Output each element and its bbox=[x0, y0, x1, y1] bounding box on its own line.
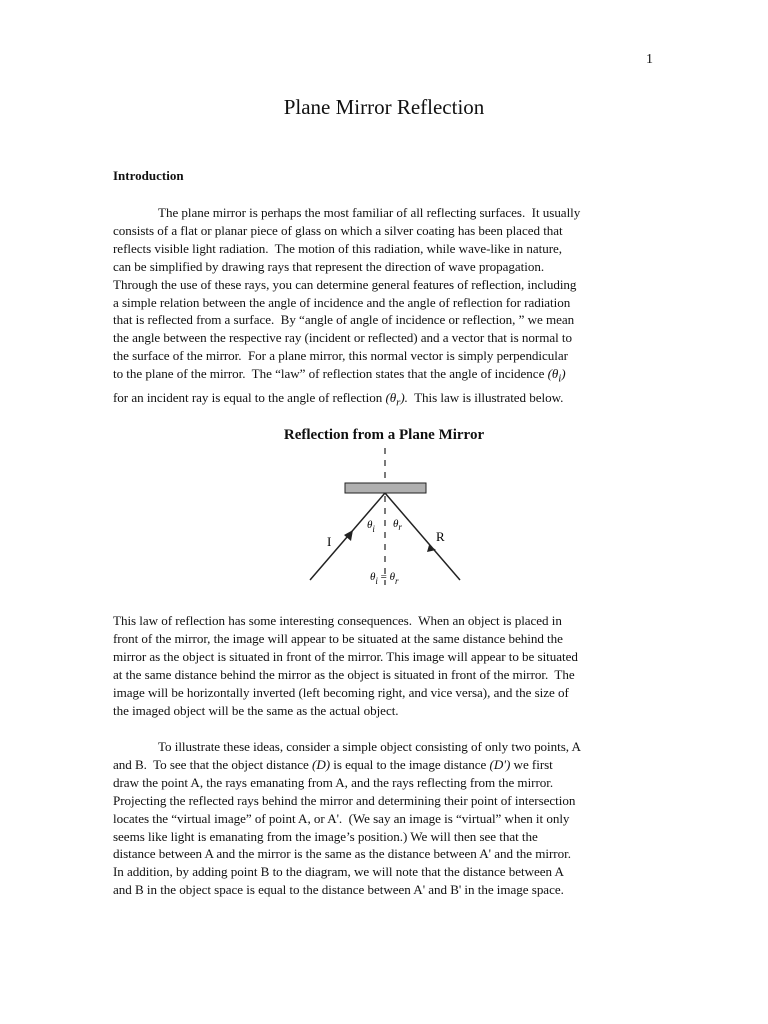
subscript-r: r bbox=[395, 576, 399, 586]
text-line: a simple relation between the angle of incidence and the angle of reflection for radiation bbox=[113, 294, 571, 310]
intro-paragraph bbox=[113, 204, 653, 412]
text-line: that is reflected from a surface. By “angle of angle of incidence or reflection, ” we mean bbox=[113, 312, 575, 328]
text-line: the surface of the mirror. For a plane mirror, this normal vector is simply perpendicular bbox=[113, 348, 568, 364]
text-line bbox=[113, 365, 653, 389]
text-segment: we first bbox=[510, 756, 553, 772]
text-line: The plane mirror is perhaps the most familiar of all reflecting surfaces. It usually bbox=[158, 205, 581, 220]
subscript-r: r bbox=[396, 396, 401, 409]
page-number: 1 bbox=[646, 52, 653, 67]
text-line: distance between A and the mirror is the same as the distance between A' and the mirror. bbox=[113, 846, 571, 862]
text-line: the imaged object will be the same as the actual object. bbox=[113, 702, 399, 718]
subscript-r: r bbox=[398, 522, 402, 532]
text-line: reflects visible light radiation. The motion of this radiation, while wave-like in nature, bbox=[113, 240, 563, 256]
equals-sign: = bbox=[377, 571, 390, 583]
text-line: seems like light is emanating from the image’s position.) We will then see that the bbox=[113, 828, 538, 844]
text-line: can be simplified by drawing rays that represent the direction of wave propagation. bbox=[113, 258, 545, 274]
diagram-title: Reflection from a Plane Mirror bbox=[283, 427, 485, 443]
theta-incidence-symbol: (θ bbox=[547, 366, 559, 382]
text-segment: is equal to the image distance bbox=[330, 756, 490, 772]
text-line bbox=[113, 756, 653, 774]
theta-symbol: θ bbox=[393, 518, 399, 530]
text-line: the angle between the respective ray (incident or reflected) and a vector that is normal to bbox=[113, 330, 572, 346]
reflection-diagram bbox=[300, 445, 470, 590]
object-distance-symbol: (D) bbox=[312, 756, 331, 772]
paren-close: ). bbox=[400, 389, 408, 405]
theta-symbol: θ bbox=[370, 571, 376, 583]
text-segment: to the plane of the mirror. The “law” of reflection states that the angle of incidence bbox=[113, 366, 548, 382]
text-line: In addition, by adding point B to the diagram, we will note that the distance between A bbox=[113, 864, 564, 880]
text-line: front of the mirror, the image will appear to be situated at the same distance behind the bbox=[113, 630, 563, 646]
theta-symbol: θ bbox=[367, 519, 373, 531]
image-distance-symbol: (D') bbox=[489, 756, 511, 772]
reflected-ray bbox=[385, 493, 460, 580]
subscript-i: i bbox=[372, 524, 375, 534]
reflected-label: R bbox=[436, 529, 445, 544]
text-line: and B in the object space is equal to the distance between A' and B' in the image space. bbox=[113, 882, 564, 898]
theta-r-label bbox=[393, 518, 402, 532]
consequences-paragraph bbox=[113, 612, 653, 719]
subscript-i: i bbox=[375, 576, 378, 586]
text-segment: This law is illustrated below. bbox=[407, 389, 564, 405]
theta-reflection-symbol: (θ bbox=[385, 389, 397, 405]
text-line: at the same distance behind the mirror as the object is situated in front of the mirror. The bbox=[113, 666, 575, 682]
text-line: draw the point A, the rays emanating from A, and the rays reflecting from the mirror. bbox=[113, 774, 554, 790]
illustration-paragraph bbox=[113, 738, 653, 899]
incident-label: I bbox=[327, 534, 332, 549]
text-line: To illustrate these ideas, consider a simple object consisting of only two points, A bbox=[158, 739, 581, 754]
text-line: consists of a flat or planar piece of glass on which a silver coating has been placed that bbox=[113, 222, 563, 238]
text-line: locates the “virtual image” of point A, or A'. (We say an image is “virtual” when it only bbox=[113, 810, 570, 826]
subscript-i: i bbox=[558, 372, 562, 385]
text-line: mirror as the object is situated in front of the mirror. This image will appear to be situated bbox=[113, 648, 578, 664]
text-segment: for an incident ray is equal to the angle of reflection bbox=[113, 389, 386, 405]
text-line bbox=[113, 389, 653, 413]
text-line: Through the use of these rays, you can determine general features of reflection, including bbox=[113, 276, 577, 292]
text-line: This law of reflection has some interesting consequences. When an object is placed in bbox=[113, 613, 562, 628]
section-heading: Introduction bbox=[113, 168, 184, 183]
text-line: Projecting the reflected rays behind the mirror and determining their point of intersection bbox=[113, 792, 576, 808]
theta-i-label bbox=[367, 519, 375, 534]
theta-symbol: θ bbox=[389, 571, 396, 583]
text-line: image will be horizontally inverted (left becoming right, and vice versa), and the size of bbox=[113, 684, 569, 700]
mirror bbox=[345, 483, 426, 493]
text-segment: and B. To see that the object distance bbox=[113, 756, 313, 772]
paren-close: ) bbox=[561, 366, 566, 382]
page-title: Plane Mirror Reflection bbox=[283, 95, 485, 119]
